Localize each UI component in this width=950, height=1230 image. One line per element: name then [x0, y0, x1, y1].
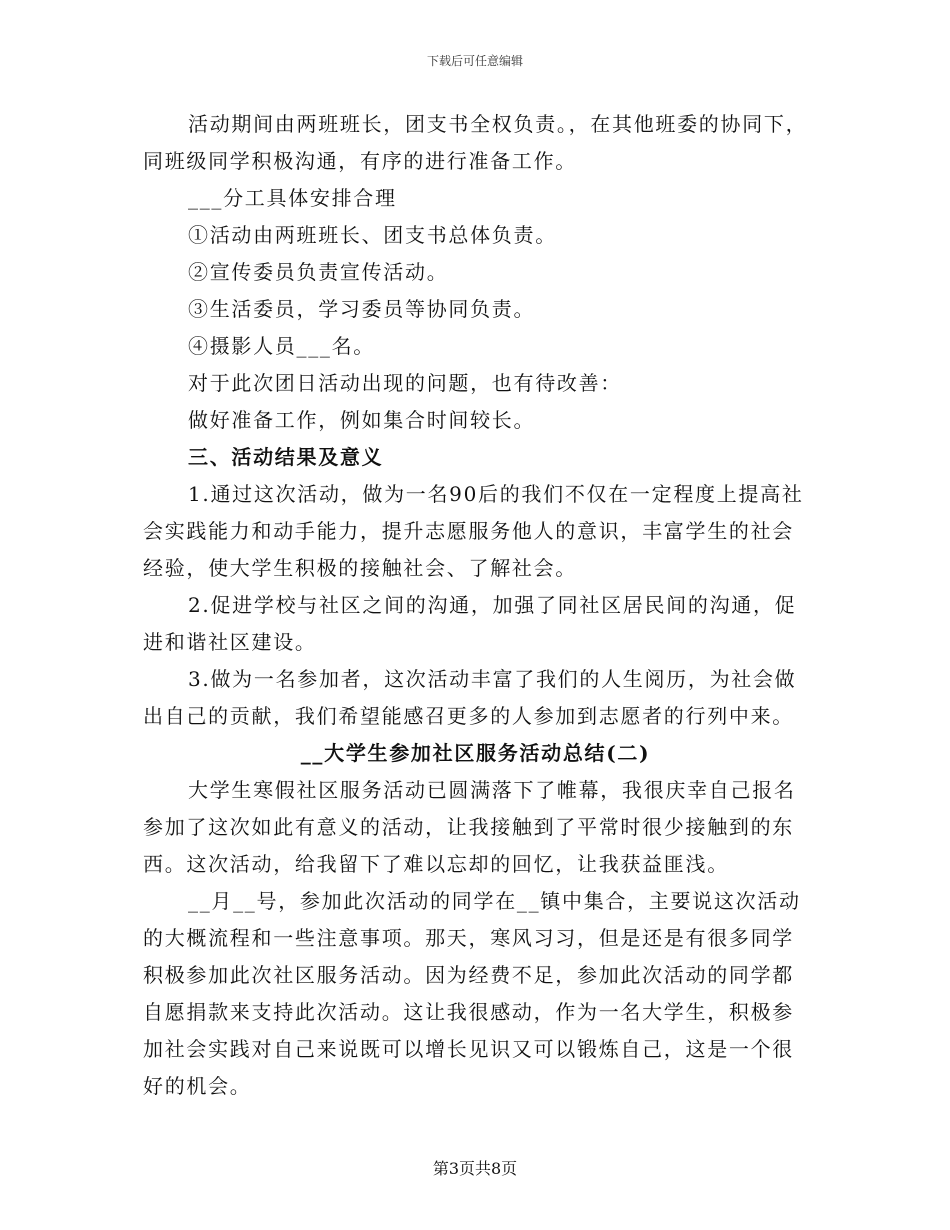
- paragraph-line: 自愿捐款来支持此次活动。这让我很感动，作为一名大学生，积极参: [143, 1000, 794, 1024]
- paragraph-line: 活动期间由两班班长，团支书全权负责。，在其他班委的协同下，: [188, 112, 808, 136]
- paragraph-line: 西。这次活动，给我留下了难以忘却的回忆，让我获益匪浅。: [143, 852, 729, 876]
- list-item: ①活动由两班班长、团支书总体负责。: [188, 223, 557, 247]
- paragraph-line: 加社会实践对自己来说既可以增长见识又可以锻炼自己，这是一个很: [143, 1037, 794, 1061]
- paragraph-line: 同班级同学积极沟通，有序的进行准备工作。: [143, 149, 577, 173]
- paragraph-line: 经验，使大学生积极的接触社会、了解社会。: [143, 556, 577, 580]
- page-number: 第3页共8页: [432, 1159, 518, 1178]
- paragraph-line: 积极参加此次社区服务活动。因为经费不足，参加此次活动的同学都: [143, 963, 794, 987]
- paragraph-line: 做好准备工作，例如集合时间较长。: [188, 408, 536, 432]
- list-item: ④摄影人员___名。: [188, 334, 375, 358]
- paragraph-line: 进和谐社区建设。: [143, 630, 317, 654]
- paragraph-line: 1.通过这次活动，做为一名90后的我们不仅在一定程度上提高社: [188, 482, 804, 506]
- document-title: __大学生参加社区服务活动总结(二): [300, 741, 651, 765]
- paragraph-line: ___分工具体安排合理: [188, 186, 397, 210]
- page-header: 下载后可任意编辑: [426, 54, 523, 68]
- paragraph-line: 的大概流程和一些注意事项。那天，寒风习习，但是还是有很多同学: [143, 926, 794, 950]
- list-item: ②宣传委员负责宣传活动。: [188, 260, 449, 284]
- document-body: [143, 106, 808, 1105]
- paragraph-line: 3.做为一名参加者，这次活动丰富了我们的人生阅历，为社会做: [188, 667, 797, 691]
- paragraph-line: 出自己的贡献，我们希望能感召更多的人参加到志愿者的行列中来。: [143, 704, 794, 728]
- paragraph-line: 大学生寒假社区服务活动已圆满落下了帷幕，我很庆幸自己报名: [188, 778, 796, 802]
- paragraph-line: 会实践能力和动手能力，提升志愿服务他人的意识，丰富学生的社会: [143, 519, 794, 543]
- paragraph-line: 参加了这次如此有意义的活动，让我接触到了平常时很少接触到的东: [143, 815, 794, 839]
- paragraph-line: __月__号，参加此次活动的同学在__镇中集合，主要说这次活动: [188, 889, 801, 913]
- section-heading: 三、活动结果及意义: [188, 445, 384, 469]
- paragraph-line: 好的机会。: [143, 1074, 252, 1098]
- list-item: ③生活委员，学习委员等协同负责。: [188, 297, 536, 321]
- paragraph-line: 对于此次团日活动出现的问题，也有待改善：: [188, 371, 622, 395]
- paragraph-line: 2.促进学校与社区之间的沟通，加强了同社区居民间的沟通，促: [188, 593, 797, 617]
